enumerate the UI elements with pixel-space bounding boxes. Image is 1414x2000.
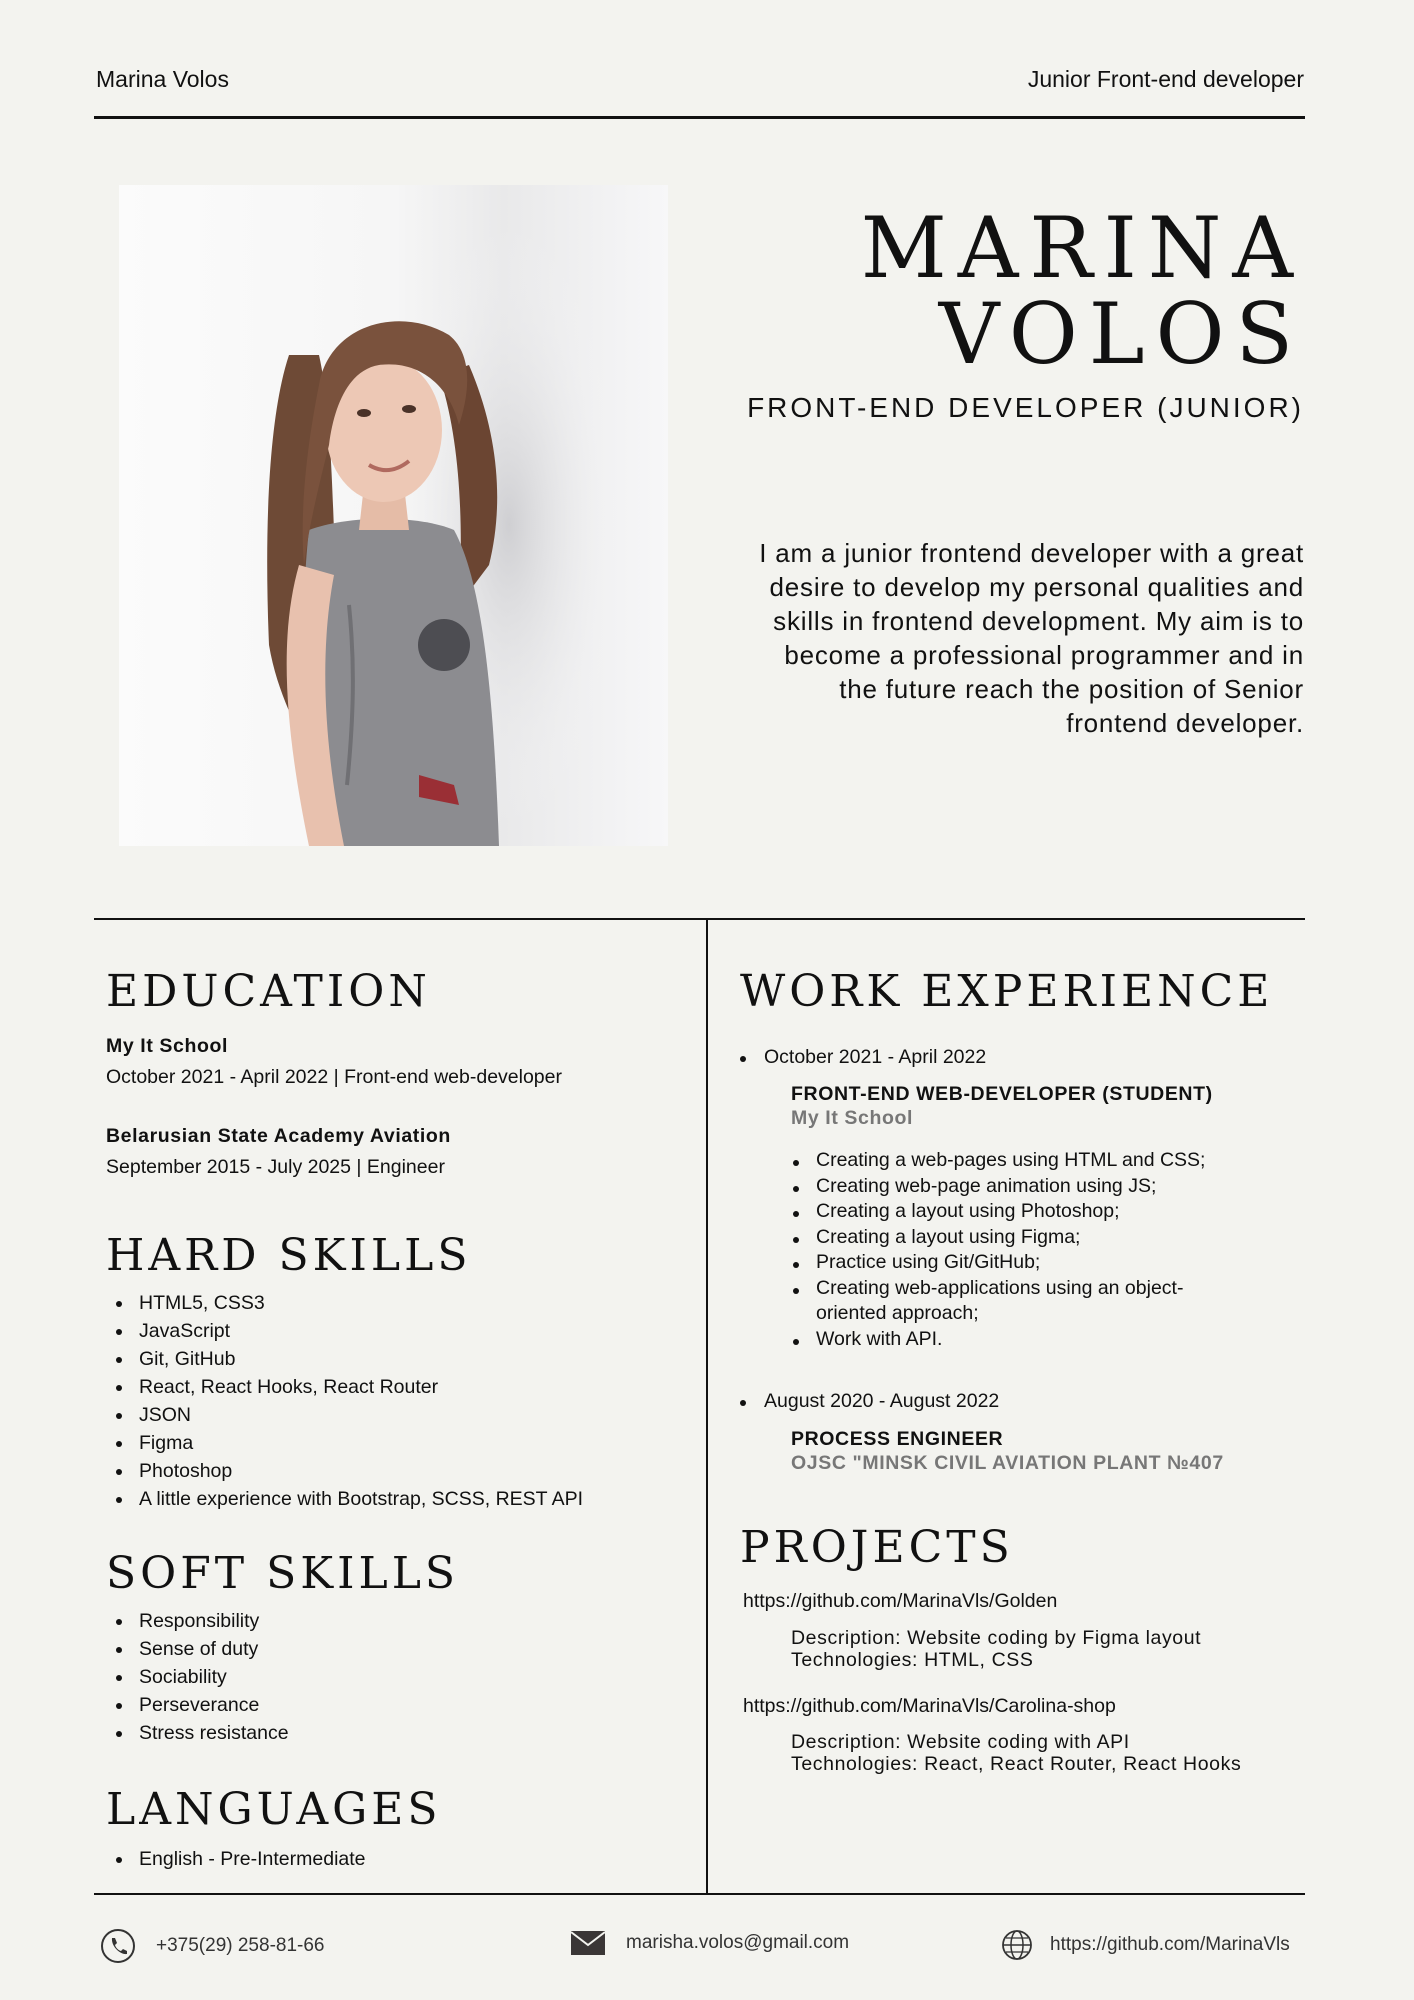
hard-skill-item: Photoshop bbox=[106, 1457, 696, 1485]
job-company: My It School bbox=[791, 1107, 914, 1129]
hard-skill-item: Git, GitHub bbox=[106, 1345, 696, 1373]
footer-email bbox=[570, 1929, 849, 1957]
job-period: August 2020 - August 2022 bbox=[764, 1390, 1000, 1412]
work-experience-section bbox=[740, 966, 1300, 1017]
hero-title: FRONT-END DEVELOPER (JUNIOR) bbox=[747, 392, 1304, 423]
phone-icon bbox=[100, 1928, 136, 1964]
project-description: Description: Website coding with API bbox=[791, 1731, 1130, 1753]
profile-photo bbox=[119, 185, 668, 846]
hard-skills-heading: HARD SKILLS bbox=[106, 1230, 472, 1281]
job-duty-item: Work with API. bbox=[783, 1327, 1253, 1353]
hard-skills-section bbox=[106, 1230, 696, 1513]
footer-email-text[interactable]: marisha.volos@gmail.com bbox=[626, 1932, 850, 1953]
soft-skills-section bbox=[106, 1548, 696, 1747]
education-details: October 2021 - April 2022 | Front-end web-developer bbox=[106, 1066, 562, 1088]
project-technologies: Technologies: React, React Router, React Hooks bbox=[791, 1753, 1242, 1775]
job-duty-item: Creating a layout using Photoshop; bbox=[783, 1199, 1253, 1225]
header-role: Junior Front-end developer bbox=[1027, 66, 1304, 92]
projects-heading: PROJECTS bbox=[740, 1522, 1014, 1573]
project-description: Description: Website coding by Figma layout bbox=[791, 1627, 1202, 1649]
footer-github bbox=[1001, 1929, 1290, 1961]
project-link[interactable]: https://github.com/MarinaVls/Golden bbox=[743, 1590, 1058, 1612]
job-title: PROCESS ENGINEER bbox=[791, 1428, 1004, 1450]
footer-phone-text: +375(29) 258-81-66 bbox=[156, 1935, 325, 1956]
education-heading: EDUCATION bbox=[106, 966, 431, 1017]
summary-paragraph: I am a junior frontend developer with a great desire to develop my personal qualities and skills in frontend development. My aim is to become a professional programmer and in the future reach the position of Senior frontend developer. bbox=[759, 538, 1304, 738]
soft-skill-item: Perseverance bbox=[106, 1691, 696, 1719]
project-link[interactable]: https://github.com/MarinaVls/Carolina-shop bbox=[743, 1695, 1116, 1717]
hard-skill-item: A little experience with Bootstrap, SCSS, REST API bbox=[106, 1485, 696, 1513]
hero-name bbox=[860, 199, 1304, 383]
soft-skill-item: Sociability bbox=[106, 1663, 696, 1691]
soft-skill-item: Stress resistance bbox=[106, 1719, 696, 1747]
job-duty-item: Creating a layout using Figma; bbox=[783, 1225, 1253, 1251]
education-school: My It School bbox=[106, 1035, 229, 1057]
portrait-illustration bbox=[119, 185, 668, 846]
language-item: English - Pre-Intermediate bbox=[106, 1845, 696, 1873]
languages-section bbox=[106, 1784, 696, 1873]
hard-skill-item: React, React Hooks, React Router bbox=[106, 1373, 696, 1401]
job-company: OJSC "MINSK CIVIL AVIATION PLANT №407 bbox=[791, 1452, 1224, 1474]
sections-top-divider bbox=[94, 918, 1305, 920]
footer-github-link[interactable]: https://github.com/MarinaVls bbox=[1050, 1934, 1290, 1955]
footer-phone bbox=[100, 1928, 325, 1964]
hero-first-name: MARINA bbox=[860, 199, 1304, 297]
education-school: Belarusian State Academy Aviation bbox=[106, 1125, 451, 1147]
project-technologies: Technologies: HTML, CSS bbox=[791, 1649, 1034, 1671]
job-duties bbox=[783, 1148, 1253, 1352]
header-divider bbox=[94, 116, 1305, 119]
languages-heading: LANGUAGES bbox=[106, 1784, 442, 1835]
project-info bbox=[791, 1627, 1201, 1671]
footer-divider bbox=[94, 1893, 1305, 1895]
soft-skill-item: Sense of duty bbox=[106, 1635, 696, 1663]
hero-last-name: VOLOS bbox=[938, 285, 1304, 383]
header-name: Marina Volos bbox=[96, 66, 229, 92]
columns-divider bbox=[706, 918, 708, 1894]
hard-skill-item: JavaScript bbox=[106, 1317, 696, 1345]
job-duty-item: Creating a web-pages using HTML and CSS; bbox=[783, 1148, 1253, 1174]
job-period: October 2021 - April 2022 bbox=[764, 1046, 987, 1068]
work-heading: WORK EXPERIENCE bbox=[740, 966, 1274, 1017]
projects-section bbox=[740, 1522, 1300, 1573]
soft-skills-heading: SOFT SKILLS bbox=[106, 1548, 460, 1599]
job-title: FRONT-END WEB-DEVELOPER (STUDENT) bbox=[791, 1083, 1213, 1105]
globe-icon bbox=[1001, 1929, 1033, 1961]
education-details: September 2015 - July 2025 | Engineer bbox=[106, 1156, 445, 1178]
hard-skill-item: JSON bbox=[106, 1401, 696, 1429]
project-info bbox=[791, 1731, 1241, 1775]
education-section bbox=[106, 966, 686, 1179]
job-duty-item: Practice using Git/GitHub; bbox=[783, 1250, 1253, 1276]
hard-skill-item: HTML5, CSS3 bbox=[106, 1289, 696, 1317]
job-duty-item: Creating web-page animation using JS; bbox=[783, 1174, 1253, 1200]
job-duty-item: Creating web-applications using an object-oriented approach; bbox=[783, 1276, 1253, 1327]
soft-skill-item: Responsibility bbox=[106, 1607, 696, 1635]
envelope-icon bbox=[570, 1929, 606, 1957]
hard-skill-item: Figma bbox=[106, 1429, 696, 1457]
